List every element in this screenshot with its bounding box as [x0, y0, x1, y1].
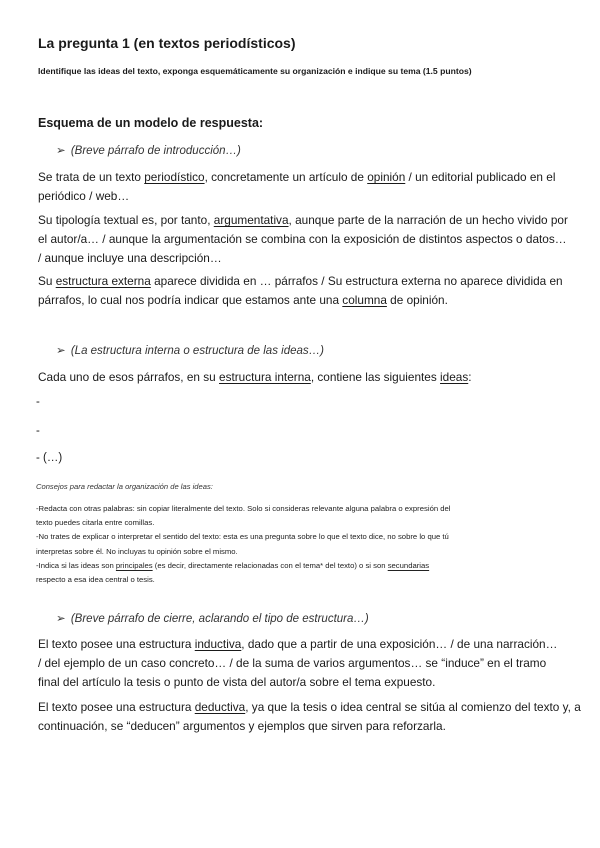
tips-block	[36, 502, 576, 587]
p4-text-b: , contiene las siguientes	[310, 370, 441, 384]
paragraph-internal-structure	[38, 368, 570, 387]
p2-line-3: / aunque incluye una descripción…	[38, 251, 222, 265]
tip-3-underlined-principales: principales	[115, 560, 153, 570]
idea-dash-1: -	[36, 396, 40, 408]
tip-3-text-b: (es decir, directamente relacionadas con el tema* del texto) o si son	[152, 560, 388, 570]
p1-text-c: / un editorial publicado en el	[405, 170, 556, 184]
p3-underlined-estructura-externa: estructura externa	[55, 274, 151, 288]
p2-underlined-argumentativa: argumentativa	[213, 213, 289, 227]
tip-2-line-2: interpretas sobre él. No incluyas tu opinión sobre el mismo.	[36, 546, 238, 556]
tip-2-line-1: -No trates de explicar o interpretar el sentido del texto: esta es una pregunta sobre lo que el texto dice, no sobre lo que tú	[36, 532, 449, 542]
p1-line-2: periódico / web…	[38, 189, 130, 203]
p5-text-b: , dado que a partir de una exposición… / de una narración…	[241, 637, 558, 651]
intro-bullet-text: (Breve párrafo de introducción…)	[70, 145, 241, 157]
p1-underlined-opinion: opinión	[367, 170, 406, 184]
paragraph-typology	[38, 211, 570, 268]
p6-text-b: , ya que la tesis o idea central se sitúa al comienzo del texto y, a	[245, 700, 581, 714]
idea-dash-3: - (…)	[36, 452, 63, 464]
paragraph-external-structure	[38, 272, 570, 310]
arrow-bullet-icon: ➢	[56, 345, 66, 357]
arrow-bullet-icon: ➢	[56, 145, 66, 157]
p4-text-c: :	[468, 370, 472, 384]
arrow-bullet-icon: ➢	[56, 613, 66, 625]
instruction-text: Identifique las ideas del texto, exponga esquemáticamente su organización e indique su tema (1.5 puntos)	[38, 66, 472, 76]
closing-bullet-text: (Breve párrafo de cierre, aclarando el tipo de estructura…)	[70, 613, 369, 625]
p5-line-2: / del ejemplo de un caso concreto… / de la suma de varios argumentos… se “induce” en el tramo	[38, 656, 547, 670]
p4-text-a: Cada uno de esos párrafos, en su	[38, 370, 220, 384]
tip-1-line-2: texto puedes citarla entre comillas.	[36, 518, 155, 528]
p4-underlined-estructura-interna: estructura interna	[219, 370, 311, 384]
p3-text-d: de opinión.	[386, 293, 448, 307]
p3-text-a: Su	[38, 274, 56, 288]
tip-3-text-a: -Indica si las ideas son	[36, 560, 116, 570]
tip-3-underlined-secundarias: secundarias	[387, 560, 430, 570]
p1-text-a: Se trata de un texto	[38, 170, 145, 184]
p6-underlined-deductiva: deductiva	[194, 700, 246, 714]
p2-text-a: Su tipología textual es, por tanto,	[38, 213, 214, 227]
structure-bullet-text: (La estructura interna o estructura de las ideas…)	[70, 345, 324, 357]
paragraph-text-type	[38, 168, 570, 206]
p4-underlined-ideas: ideas	[440, 370, 469, 384]
p3-text-c: párrafos, lo cual nos podría indicar que estamos ante una	[38, 293, 343, 307]
scheme-heading: Esquema de un modelo de respuesta:	[38, 116, 264, 130]
tips-heading: Consejos para redactar la organización de las ideas:	[36, 482, 213, 491]
p5-line-3: final del artículo la tesis o punto de vista del autor/a sobre el tema expuesto.	[38, 675, 436, 689]
p2-line-2: el autor/a… / aunque la argumentación se combina con la exposición de distintos aspectos o datos…	[38, 232, 567, 246]
p1-text-b: , concretamente un artículo de	[204, 170, 368, 184]
p3-underlined-columna: columna	[342, 293, 387, 307]
idea-dash-2: -	[36, 425, 40, 437]
tip-1-line-1: -Redacta con otras palabras: sin copiar literalmente del texto. Solo si consideras relevante alguna palabra o expresión del	[36, 504, 451, 513]
structure-bullet	[56, 343, 324, 357]
p5-text-a: El texto posee una estructura	[38, 637, 195, 651]
p2-text-b: , aunque parte de la narración de un hecho vivido por	[288, 213, 568, 227]
p1-underlined-periodistico: periodístico	[144, 170, 205, 184]
intro-bullet	[56, 143, 241, 157]
closing-bullet	[56, 611, 369, 625]
p3-text-b: aparece dividida en … párrafos / Su estructura externa no aparece dividida en	[150, 274, 563, 288]
tip-3-line-2: respecto a esa idea central o tesis.	[36, 575, 155, 585]
p6-line-2: continuación, se “deducen” argumentos y ejemplos que sirven para reforzarla.	[38, 719, 446, 733]
p6-text-a: El texto posee una estructura	[38, 700, 195, 714]
page-title: La pregunta 1 (en textos periodísticos)	[38, 35, 296, 51]
paragraph-deductive	[38, 698, 581, 736]
paragraph-inductive	[38, 635, 570, 692]
p5-underlined-inductiva: inductiva	[194, 637, 242, 651]
